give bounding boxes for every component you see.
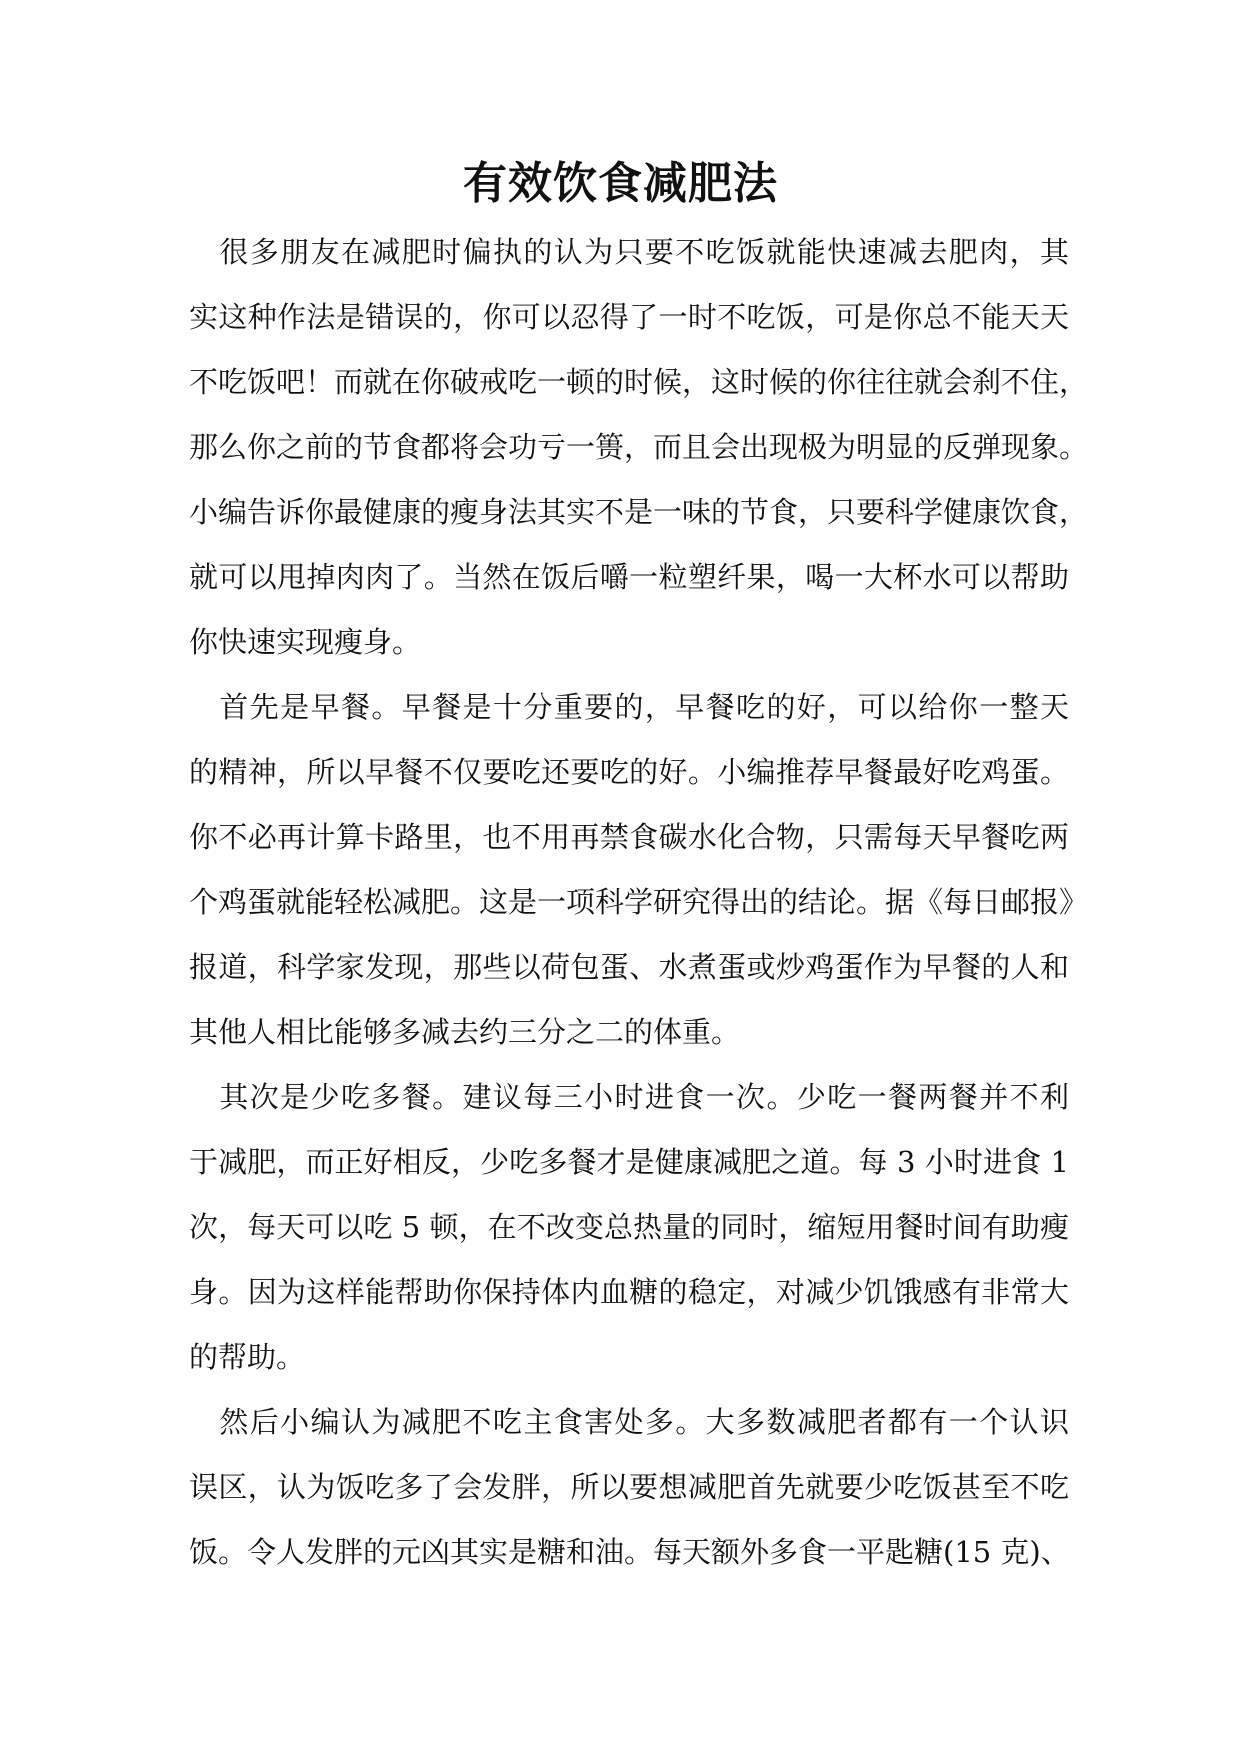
document-body <box>189 220 1089 1585</box>
document-title: 有效饮食减肥法 <box>463 158 778 209</box>
paragraph-line: 饭。令人发胖的元凶其实是糖和油。每天额外多食一平匙糖(15 克)、 <box>189 1535 1070 1569</box>
paragraph-line: 误区，认为饭吃多了会发胖，所以要想减肥首先就要少吃饭甚至不吃 <box>189 1470 1069 1504</box>
paragraph-line: 的帮助。 <box>189 1340 306 1374</box>
paragraph-line: 报道，科学家发现，那些以荷包蛋、水煮蛋或炒鸡蛋作为早餐的人和 <box>189 950 1069 984</box>
paragraph-line: 然后小编认为减肥不吃主食害处多。大多数减肥者都有一个认识 <box>189 1405 1069 1439</box>
paragraph-line: 于减肥，而正好相反，少吃多餐才是健康减肥之道。每 3 小时进食 1 <box>189 1145 1069 1179</box>
paragraph-line: 小编告诉你最健康的瘦身法其实不是一味的节食，只要科学健康饮食， <box>189 495 1089 529</box>
paragraph-line: 其他人相比能够多减去约三分之二的体重。 <box>189 1015 741 1049</box>
paragraph-line: 个鸡蛋就能轻松减肥。这是一项科学研究得出的结论。据《每日邮报》 <box>189 885 1089 919</box>
paragraph-line: 就可以甩掉肉肉了。当然在饭后嚼一粒塑纤果，喝一大杯水可以帮助 <box>189 560 1069 594</box>
paragraph-line: 首先是早餐。早餐是十分重要的，早餐吃的好，可以给你一整天 <box>189 690 1069 724</box>
paragraph-line: 很多朋友在减肥时偏执的认为只要不吃饭就能快速减去肥肉，其 <box>189 235 1069 269</box>
paragraph <box>189 1390 1069 1585</box>
paragraph <box>189 1065 1069 1390</box>
paragraph-line: 实这种作法是错误的，你可以忍得了一时不吃饭，可是你总不能天天 <box>189 300 1069 334</box>
paragraph-line: 你快速实现瘦身。 <box>189 625 422 659</box>
paragraph-line: 那么你之前的节食都将会功亏一篑，而且会出现极为明显的反弹现象。 <box>189 430 1089 464</box>
paragraph-line: 其次是少吃多餐。建议每三小时进食一次。少吃一餐两餐并不利 <box>189 1080 1069 1114</box>
paragraph <box>189 220 1089 675</box>
paragraph-line: 次，每天可以吃 5 顿，在不改变总热量的同时，缩短用餐时间有助瘦 <box>189 1210 1069 1244</box>
paragraph-line: 的精神，所以早餐不仅要吃还要吃的好。小编推荐早餐最好吃鸡蛋。 <box>189 755 1069 789</box>
paragraph-line: 不吃饭吧！而就在你破戒吃一顿的时候，这时候的你往往就会刹不住， <box>189 365 1089 399</box>
paragraph-line: 你不必再计算卡路里，也不用再禁食碳水化合物，只需每天早餐吃两 <box>189 820 1069 854</box>
paragraph <box>189 675 1089 1065</box>
paragraph-line: 身。因为这样能帮助你保持体内血糖的稳定，对减少饥饿感有非常大 <box>189 1275 1069 1309</box>
